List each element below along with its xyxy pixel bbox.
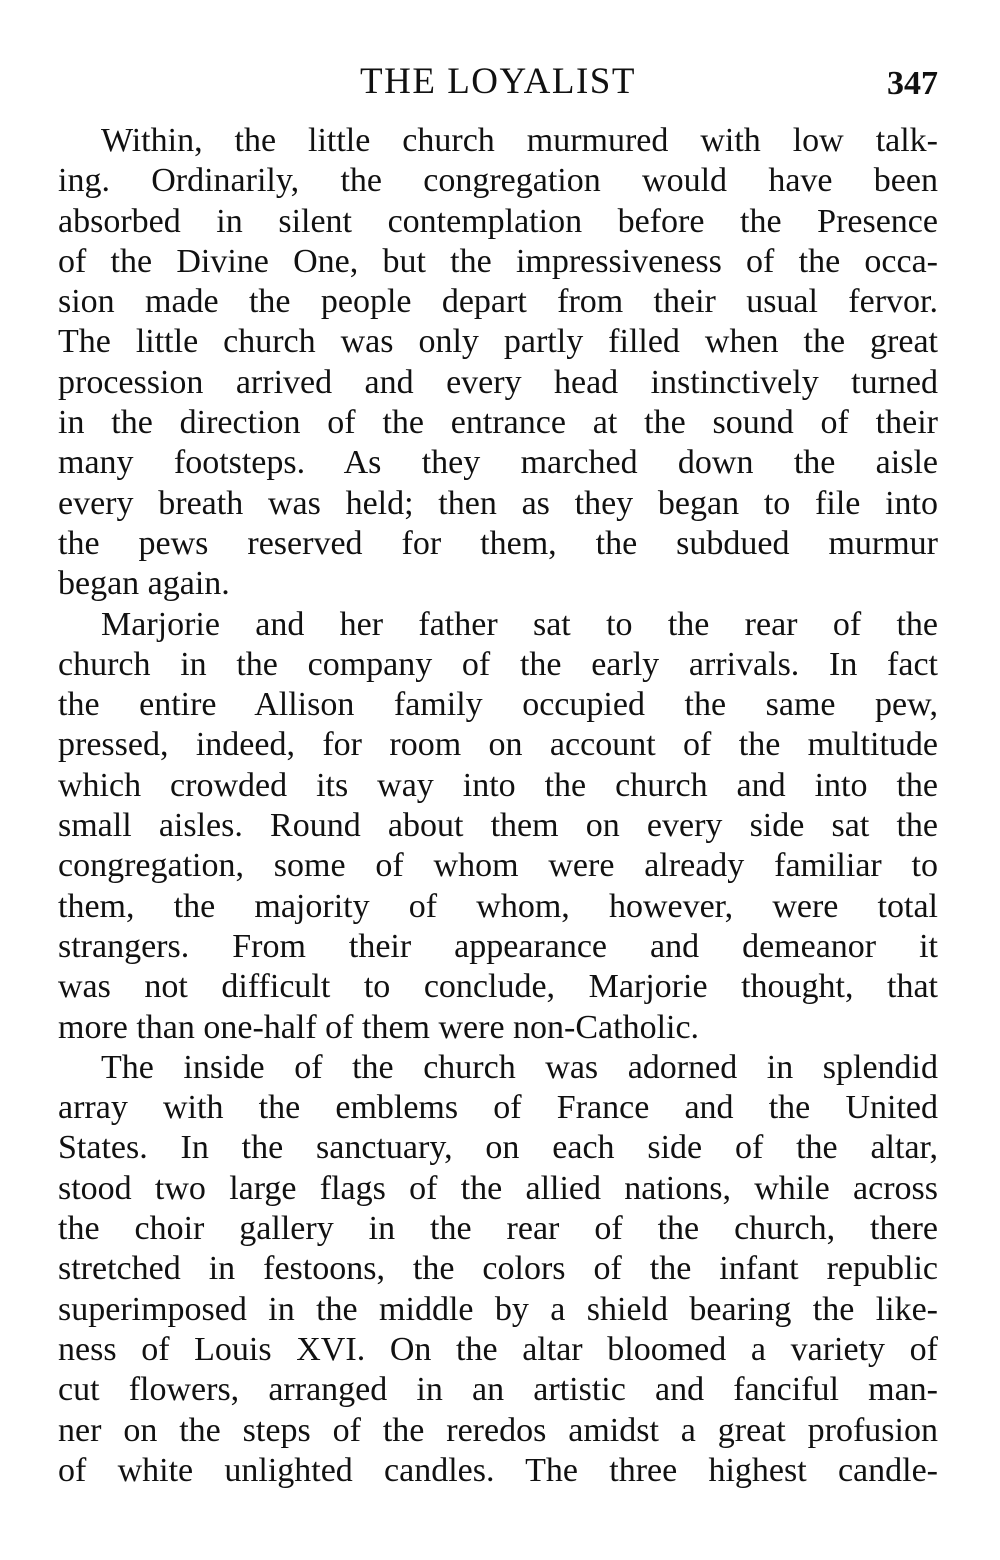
text-line: stretched in festoons, the colors of the infant republic [58, 1250, 938, 1288]
paragraph-1 [58, 121, 938, 605]
text-line: church in the company of the early arrivals. In fact [58, 645, 938, 683]
body-text [58, 121, 938, 1491]
text-line: began again. [58, 565, 230, 603]
page-header [58, 60, 938, 104]
text-line: many footsteps. As they marched down the aisle [58, 444, 938, 482]
text-line: the pews reserved for them, the subdued murmur [58, 524, 938, 562]
text-line: procession arrived and every head instinctively turned [58, 363, 938, 401]
text-line: every breath was held; then as they began to file into [58, 484, 938, 522]
text-line: States. In the sanctuary, on each side of the altar, [58, 1129, 938, 1167]
text-line: sion made the people depart from their usual fervor. [58, 283, 938, 321]
text-line: them, the majority of whom, however, were total [58, 887, 938, 925]
text-line: strangers. From their appearance and demeanor it [58, 927, 938, 965]
text-line: ness of Louis XVI. On the altar bloomed a variety of [58, 1330, 938, 1368]
text-line: of white unlighted candles. The three highest candle- [58, 1451, 938, 1489]
paragraph-2 [58, 605, 938, 1048]
text-line: The little church was only partly filled when the great [58, 323, 938, 361]
text-line: array with the emblems of France and the United [58, 1089, 938, 1127]
text-line: more than one-half of them were non-Catholic. [58, 1008, 700, 1046]
text-line: absorbed in silent contemplation before the Presence [58, 202, 938, 240]
running-title: THE LOYALIST [360, 61, 636, 102]
page-number: 347 [887, 65, 938, 102]
text-line: The inside of the church was adorned in splendid [101, 1048, 938, 1086]
text-line: superimposed in the middle by a shield bearing the like- [58, 1290, 938, 1328]
text-line: which crowded its way into the church and into the [58, 766, 938, 804]
text-line: congregation, some of whom were already familiar to [58, 847, 938, 885]
text-line: Marjorie and her father sat to the rear of the [101, 605, 938, 643]
paragraph-3 [58, 1048, 938, 1491]
text-line: ner on the steps of the reredos amidst a great profusion [58, 1411, 938, 1449]
text-line: in the direction of the entrance at the sound of their [58, 404, 938, 442]
text-line: cut flowers, arranged in an artistic and fanciful man- [58, 1371, 938, 1409]
text-line: stood two large flags of the allied nations, while across [58, 1169, 938, 1207]
text-line: pressed, indeed, for room on account of the multitude [58, 726, 938, 764]
text-line: of the Divine One, but the impressiveness of the occa- [58, 242, 938, 280]
text-line: Within, the little church murmured with low talk- [101, 122, 938, 159]
text-line: ing. Ordinarily, the congregation would have been [58, 162, 938, 200]
text-line: the entire Allison family occupied the same pew, [58, 686, 938, 724]
text-line: the choir gallery in the rear of the church, there [58, 1210, 938, 1248]
text-line: small aisles. Round about them on every side sat the [58, 807, 938, 845]
text-line: was not difficult to conclude, Marjorie thought, that [58, 968, 938, 1006]
